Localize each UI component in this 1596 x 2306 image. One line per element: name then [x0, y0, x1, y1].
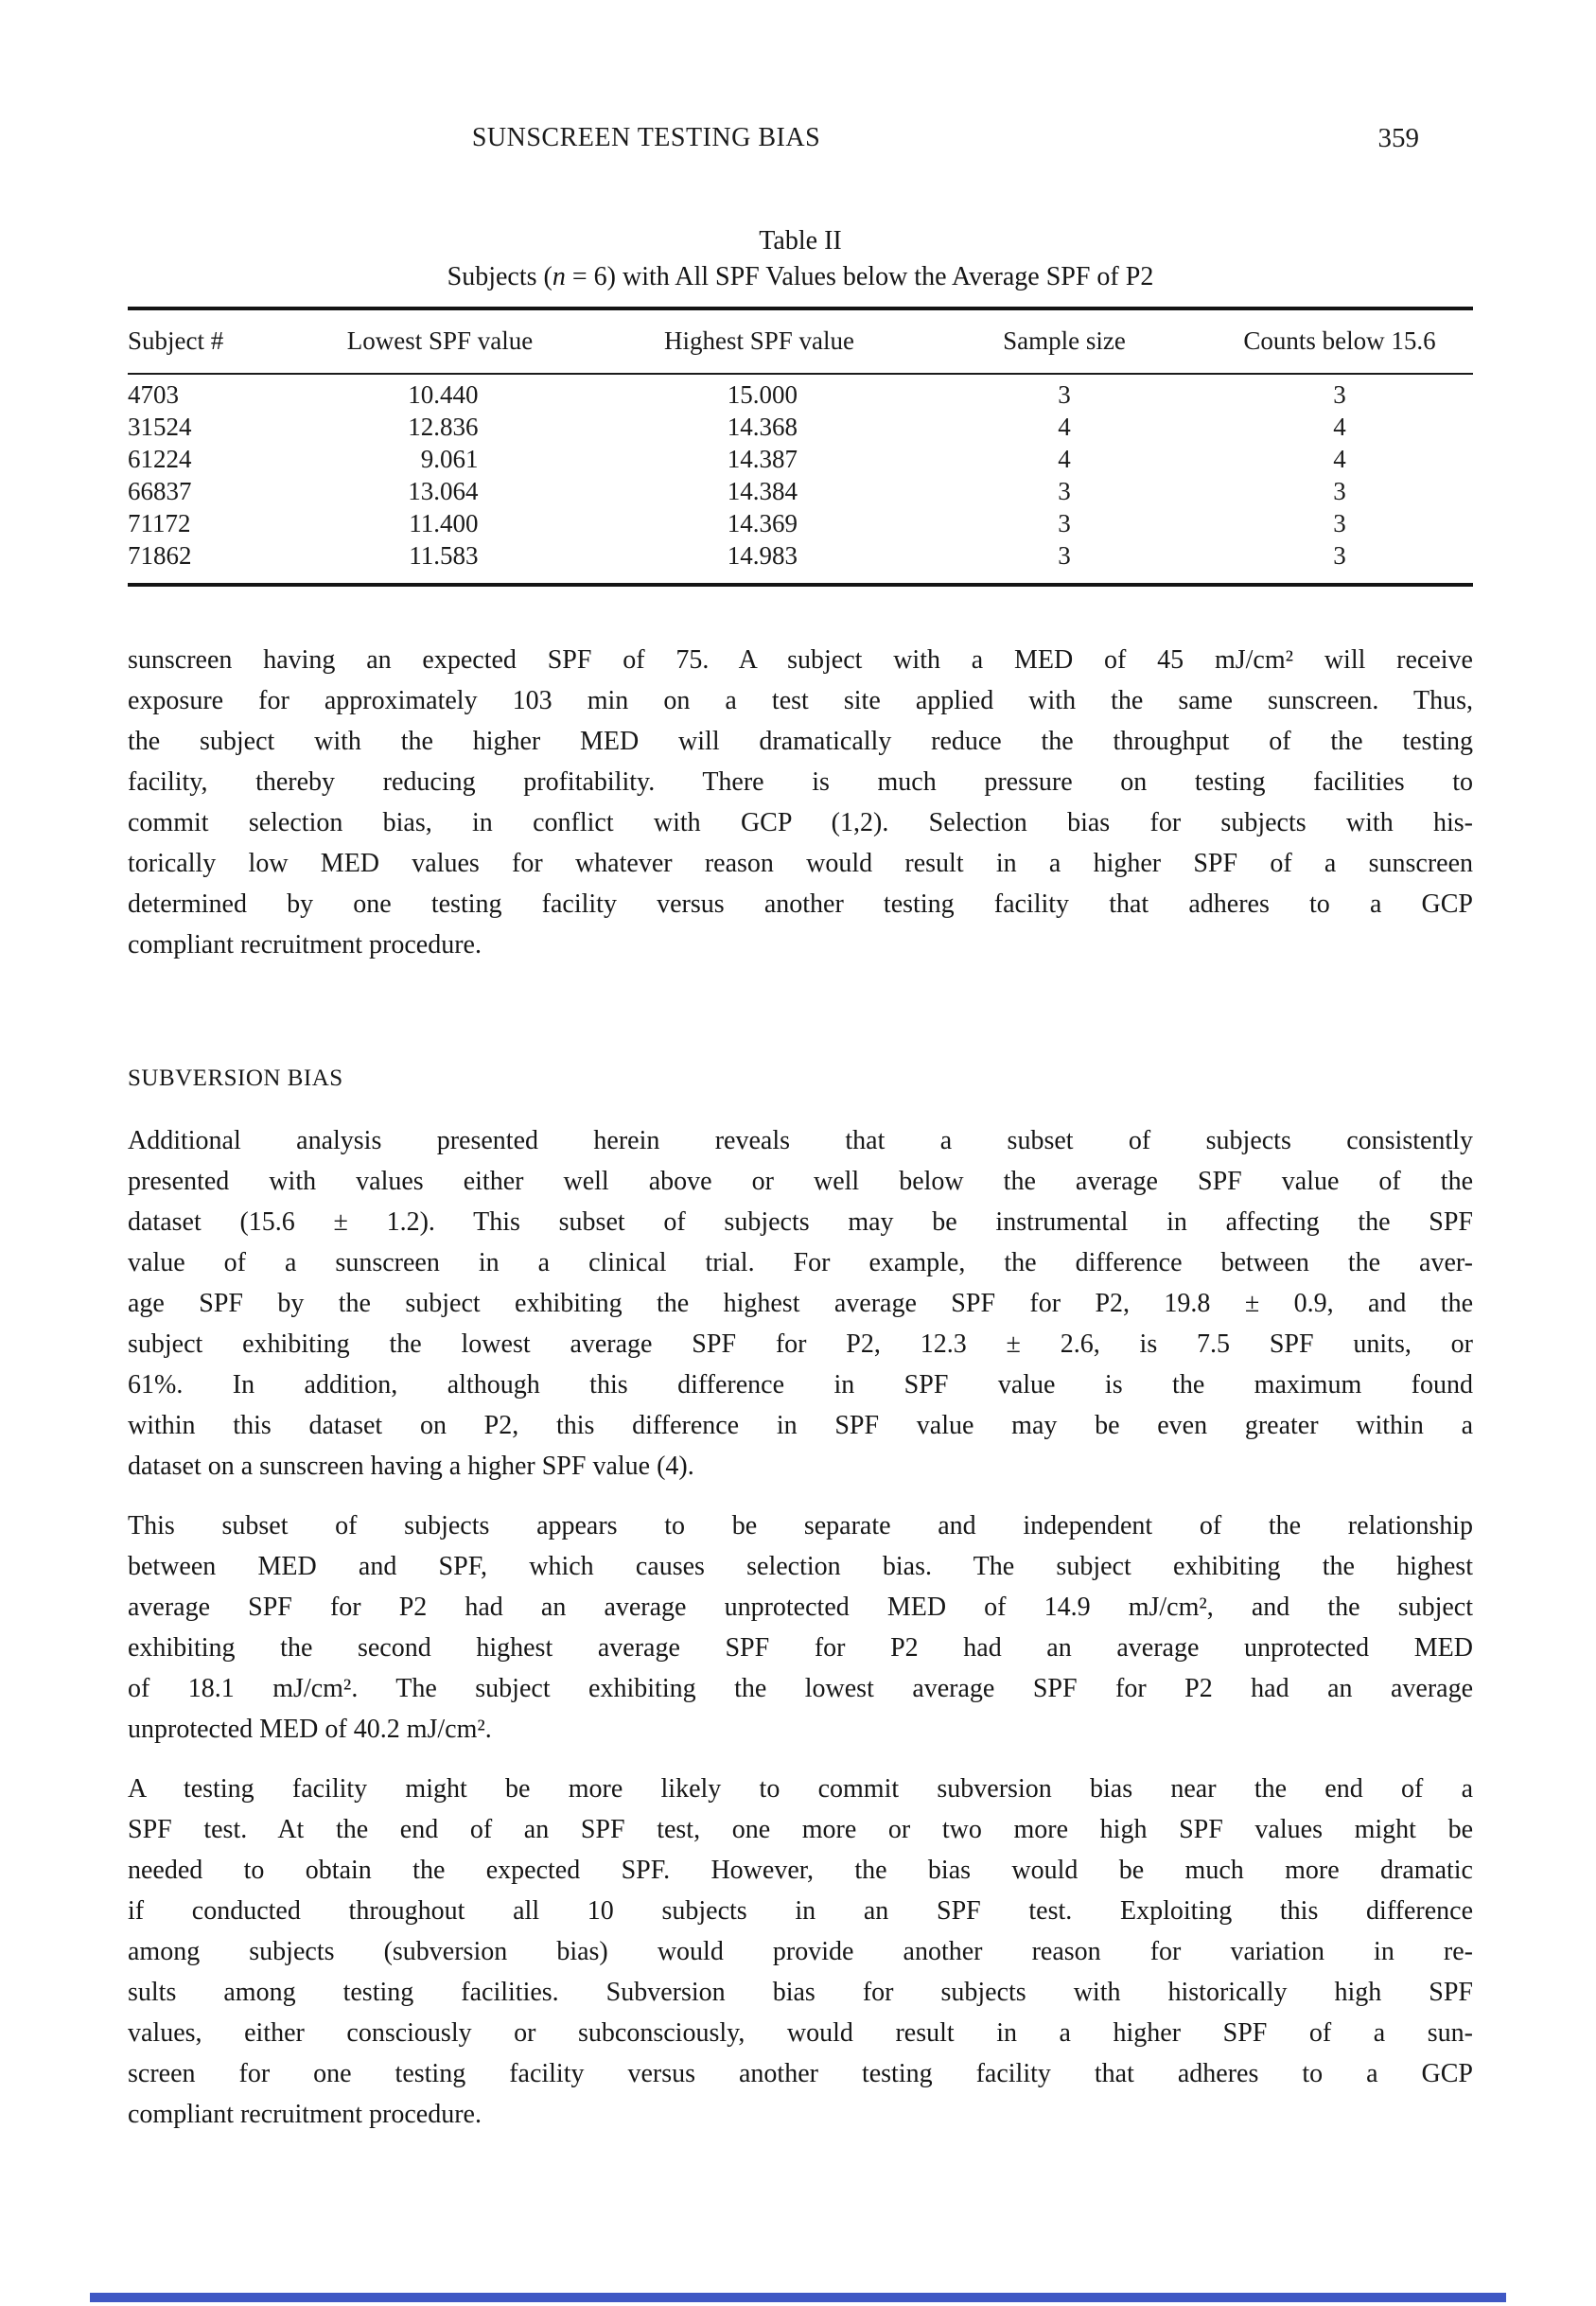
selection-highlight-bar	[90, 2293, 1506, 2302]
text-line: sults among testing facilities. Subversion bias for subjects with historically high SPF	[128, 1978, 1473, 2007]
table-cell: 3	[1058, 541, 1071, 570]
table-header-cell: Sample size	[1003, 326, 1126, 355]
caption-variable: n	[552, 262, 566, 291]
table-cell	[596, 378, 922, 411]
table-cell	[284, 411, 596, 443]
text-line: average SPF for P2 had an average unprotected MED of 14.9 mJ/cm², and the subject	[128, 1593, 1473, 1622]
table-cell	[596, 539, 922, 572]
data-table	[128, 307, 1473, 587]
table-cell	[284, 475, 596, 507]
text-line: between MED and SPF, which causes selection bias. The subject exhibiting the highest	[128, 1552, 1473, 1581]
table-cell: 3	[1058, 380, 1071, 409]
table-section	[128, 227, 1473, 587]
text-line: commit selection bias, in conflict with GCP (1,2). Selection bias for subjects with his-	[128, 808, 1473, 837]
table-cell: 3	[1333, 509, 1346, 537]
table-cell: 4	[1333, 413, 1346, 441]
table-cell	[596, 507, 922, 539]
caption-prefix: Subjects (	[447, 262, 552, 291]
paragraph	[128, 1120, 1473, 1487]
table-cell	[596, 443, 922, 475]
numeric-value: 14.983	[727, 541, 798, 570]
numeric-value: 12.836	[408, 413, 479, 441]
text-line: sunscreen having an expected SPF of 75. A subject with a MED of 45 mJ/cm² will receive	[128, 645, 1473, 675]
text-line: value of a sunscreen in a clinical trial. For example, the difference between the aver-	[128, 1248, 1473, 1277]
text-line: A testing facility might be more likely to commit subversion bias near the end of a	[128, 1774, 1473, 1804]
text-line: of 18.1 mJ/cm². The subject exhibiting the lowest average SPF for P2 had an average	[128, 1674, 1473, 1703]
table-cell: 4703	[128, 380, 179, 409]
table-row	[128, 378, 1473, 411]
table-row	[128, 475, 1473, 507]
table-cell	[284, 539, 596, 572]
text-line: dataset (15.6 ± 1.2). This subset of subjects may be instrumental in affecting the SPF	[128, 1207, 1473, 1237]
text-line: exhibiting the second highest average SPF for P2 had an average unprotected MED	[128, 1633, 1473, 1663]
text-line: unprotected MED of 40.2 mJ/cm².	[128, 1715, 492, 1744]
table-cell: 3	[1333, 380, 1346, 409]
text-line: facility, thereby reducing profitability. There is much pressure on testing facilities to	[128, 767, 1473, 797]
text-line: dataset on a sunscreen having a higher SPF value (4).	[128, 1452, 694, 1481]
paragraph	[128, 1769, 1473, 2135]
text-line: SPF test. At the end of an SPF test, one more or two more high SPF values might be	[128, 1815, 1473, 1844]
text-line: torically low MED values for whatever reason would result in a higher SPF of a sunscreen	[128, 849, 1473, 878]
table-cell: 4	[1333, 445, 1346, 473]
section-heading: SUBVERSION BIAS	[128, 1065, 343, 1091]
table-header-cell: Subject #	[128, 326, 224, 355]
table-row	[128, 443, 1473, 475]
text-line: This subset of subjects appears to be separate and independent of the relationship	[128, 1511, 1473, 1540]
table-body	[128, 375, 1473, 583]
numeric-value: 15.000	[727, 380, 798, 409]
numeric-value: 11.583	[409, 541, 479, 570]
table-title: Table II	[759, 226, 842, 255]
table-cell	[596, 411, 922, 443]
table-caption	[128, 263, 1473, 291]
table-cell: 71862	[128, 541, 192, 570]
table-cell: 31524	[128, 413, 192, 441]
numeric-value: 10.440	[408, 380, 479, 409]
caption-suffix: = 6) with All SPF Values below the Average SPF of P2	[565, 262, 1154, 291]
table-cell: 3	[1333, 477, 1346, 505]
text-line: the subject with the higher MED will dramatically reduce the throughput of the testing	[128, 727, 1473, 756]
numeric-value: 14.368	[727, 413, 798, 441]
paragraph	[128, 1505, 1473, 1750]
text-line: within this dataset on P2, this difference in SPF value may be even greater within a	[128, 1411, 1473, 1440]
text-line: screen for one testing facility versus another testing facility that adheres to a GCP	[128, 2059, 1473, 2088]
table-cell: 3	[1333, 541, 1346, 570]
text-line: among subjects (subversion bias) would provide another reason for variation in re-	[128, 1937, 1473, 1966]
table-cell: 71172	[128, 509, 191, 537]
numeric-value: 14.387	[727, 445, 798, 473]
running-title: SUNSCREEN TESTING BIAS	[471, 123, 821, 152]
table-cell: 4	[1058, 413, 1071, 441]
table-cell	[284, 507, 596, 539]
table-cell: 3	[1058, 477, 1071, 505]
table-cell: 61224	[128, 445, 192, 473]
text-line: subject exhibiting the lowest average SPF for P2, 12.3 ± 2.6, is 7.5 SPF units, or	[128, 1329, 1473, 1359]
numeric-value: 13.064	[408, 477, 479, 505]
table-header-cell: Lowest SPF value	[346, 326, 534, 355]
table-header-cell: Counts below 15.6	[1243, 326, 1436, 355]
text-line: 61%. In addition, although this difference in SPF value is the maximum found	[128, 1370, 1473, 1399]
table-cell: 66837	[128, 477, 192, 505]
text-line: age SPF by the subject exhibiting the highest average SPF for P2, 19.8 ± 0.9, and the	[128, 1289, 1473, 1318]
table-cell	[596, 475, 922, 507]
text-line: if conducted throughout all 10 subjects in an SPF test. Exploiting this difference	[128, 1896, 1473, 1926]
text-line: values, either consciously or subconsciously, would result in a higher SPF of a sun-	[128, 2018, 1473, 2048]
table-row	[128, 411, 1473, 443]
table-header-row	[128, 310, 1473, 375]
text-line: exposure for approximately 103 min on a test site applied with the same sunscreen. Thus,	[128, 686, 1473, 715]
table-cell: 3	[1058, 509, 1071, 537]
table-row	[128, 539, 1473, 572]
table-header-cell: Highest SPF value	[663, 326, 854, 355]
text-line: compliant recruitment procedure.	[128, 2100, 482, 2129]
page-number: 359	[1377, 123, 1419, 153]
table-cell: 4	[1058, 445, 1071, 473]
text-line: presented with values either well above or well below the average SPF value of the	[128, 1167, 1473, 1196]
body-text	[128, 640, 1473, 2154]
paragraph	[128, 640, 1473, 965]
table-row	[128, 507, 1473, 539]
page-header	[128, 123, 1473, 161]
numeric-value: 14.384	[727, 477, 798, 505]
text-line: needed to obtain the expected SPF. However, the bias would be much more dramatic	[128, 1856, 1473, 1885]
numeric-value: 14.369	[727, 509, 798, 537]
text-line: Additional analysis presented herein reveals that a subset of subjects consistently	[128, 1126, 1473, 1155]
numeric-value: 9.061	[420, 445, 479, 473]
text-line: determined by one testing facility versus another testing facility that adheres to a GCP	[128, 889, 1473, 919]
text-line: compliant recruitment procedure.	[128, 930, 482, 959]
numeric-value: 11.400	[409, 509, 479, 537]
table-cell	[284, 443, 596, 475]
table-cell	[284, 378, 596, 411]
